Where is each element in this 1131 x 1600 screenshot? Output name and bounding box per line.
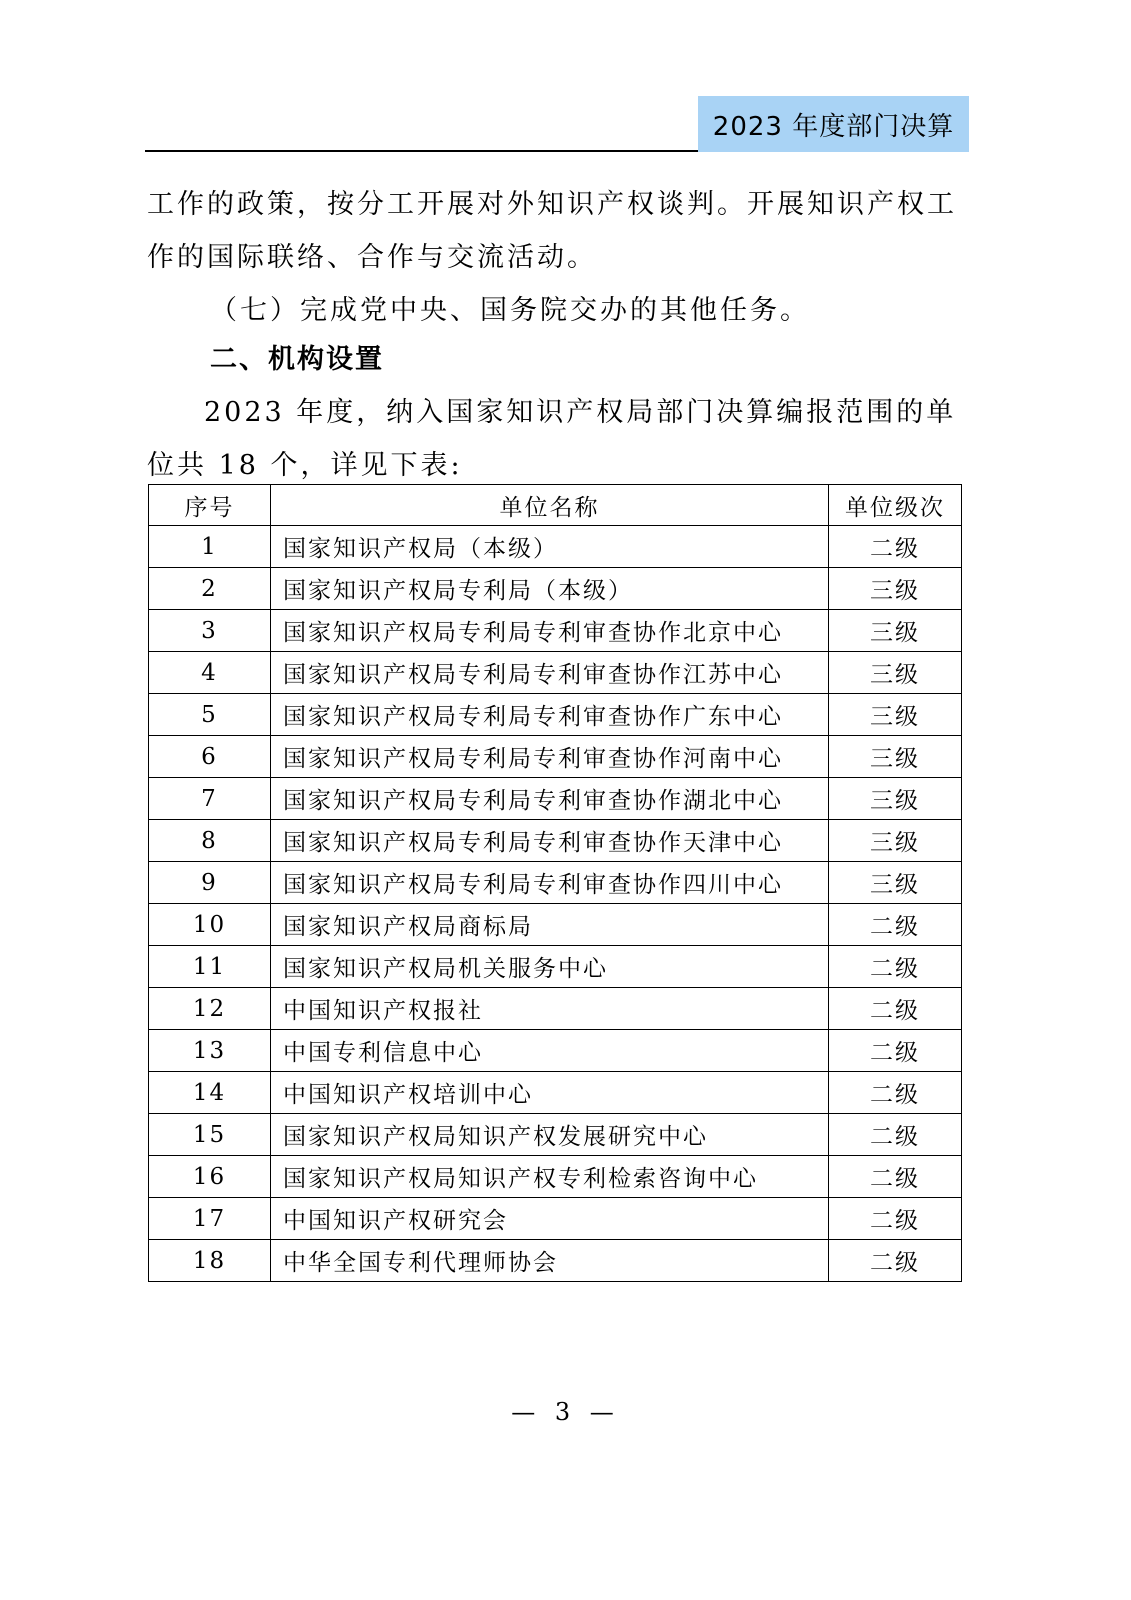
- table-row: [149, 652, 962, 694]
- table-row: [149, 1072, 962, 1114]
- table-row: [149, 820, 962, 862]
- cell-name: 国家知识产权局专利局专利审查协作天津中心: [271, 820, 829, 862]
- cell-no: 10: [149, 904, 271, 946]
- page-number: — 3 —: [511, 1398, 620, 1426]
- section-title: 二、机构设置: [210, 344, 384, 375]
- table-row: [149, 526, 962, 568]
- col-header-no: 序号: [149, 485, 271, 526]
- cell-level: 二级: [829, 1114, 962, 1156]
- cell-no: 8: [149, 820, 271, 862]
- cell-level: 二级: [829, 904, 962, 946]
- cell-name: 中国专利信息中心: [271, 1030, 829, 1072]
- body-paragraph-3: 2023 年度，纳入国家知识产权局部门决算编报范围的单位共 18 个，详见下表:: [147, 397, 957, 481]
- cell-level: 二级: [829, 1072, 962, 1114]
- cell-no: 6: [149, 736, 271, 778]
- table-row: [149, 862, 962, 904]
- cell-name: 中国知识产权培训中心: [271, 1072, 829, 1114]
- cell-no: 17: [149, 1198, 271, 1240]
- cell-no: 2: [149, 568, 271, 610]
- cell-level: 三级: [829, 736, 962, 778]
- cell-name: 国家知识产权局机关服务中心: [271, 946, 829, 988]
- cell-level: 二级: [829, 1198, 962, 1240]
- cell-name: 国家知识产权局（本级）: [271, 526, 829, 568]
- cell-no: 1: [149, 526, 271, 568]
- table-row: [149, 904, 962, 946]
- cell-no: 7: [149, 778, 271, 820]
- cell-no: 16: [149, 1156, 271, 1198]
- cell-name: 国家知识产权局专利局专利审查协作江苏中心: [271, 652, 829, 694]
- cell-name: 国家知识产权局专利局专利审查协作湖北中心: [271, 778, 829, 820]
- cell-name: 国家知识产权局专利局（本级）: [271, 568, 829, 610]
- cell-name: 国家知识产权局商标局: [271, 904, 829, 946]
- cell-no: 15: [149, 1114, 271, 1156]
- body-paragraph-1: 工作的政策，按分工开展对外知识产权谈判。开展知识产权工作的国际联络、合作与交流活动。: [147, 189, 957, 273]
- table-header-row: [149, 485, 962, 526]
- table-row: [149, 1030, 962, 1072]
- cell-level: 三级: [829, 820, 962, 862]
- cell-name: 国家知识产权局专利局专利审查协作四川中心: [271, 862, 829, 904]
- table-row: [149, 736, 962, 778]
- cell-no: 4: [149, 652, 271, 694]
- cell-level: 二级: [829, 1240, 962, 1282]
- cell-level: 二级: [829, 946, 962, 988]
- cell-level: 三级: [829, 610, 962, 652]
- body-paragraph-2: （七）完成党中央、国务院交办的其他任务。: [210, 295, 810, 326]
- cell-no: 12: [149, 988, 271, 1030]
- header-rule: [145, 150, 700, 152]
- cell-no: 11: [149, 946, 271, 988]
- cell-level: 三级: [829, 568, 962, 610]
- units-table: [148, 484, 962, 1282]
- cell-level: 三级: [829, 862, 962, 904]
- table-row: [149, 610, 962, 652]
- cell-no: 5: [149, 694, 271, 736]
- cell-name: 中国知识产权研究会: [271, 1198, 829, 1240]
- cell-level: 二级: [829, 526, 962, 568]
- cell-level: 二级: [829, 988, 962, 1030]
- header-tag: 2023 年度部门决算: [698, 96, 969, 152]
- table-row: [149, 1156, 962, 1198]
- col-header-level: 单位级次: [829, 485, 962, 526]
- cell-name: 国家知识产权局知识产权发展研究中心: [271, 1114, 829, 1156]
- table-body: [149, 526, 962, 1282]
- cell-no: 3: [149, 610, 271, 652]
- cell-no: 13: [149, 1030, 271, 1072]
- cell-level: 三级: [829, 778, 962, 820]
- table-row: [149, 1114, 962, 1156]
- cell-level: 二级: [829, 1030, 962, 1072]
- cell-level: 三级: [829, 652, 962, 694]
- cell-no: 9: [149, 862, 271, 904]
- col-header-name: 单位名称: [271, 485, 829, 526]
- cell-name: 国家知识产权局知识产权专利检索咨询中心: [271, 1156, 829, 1198]
- cell-level: 二级: [829, 1156, 962, 1198]
- cell-name: 中华全国专利代理师协会: [271, 1240, 829, 1282]
- table-row: [149, 1198, 962, 1240]
- cell-name: 中国知识产权报社: [271, 988, 829, 1030]
- cell-name: 国家知识产权局专利局专利审查协作北京中心: [271, 610, 829, 652]
- cell-name: 国家知识产权局专利局专利审查协作广东中心: [271, 694, 829, 736]
- table-row: [149, 946, 962, 988]
- cell-no: 18: [149, 1240, 271, 1282]
- table-row: [149, 694, 962, 736]
- table-row: [149, 778, 962, 820]
- table-row: [149, 988, 962, 1030]
- table-row: [149, 568, 962, 610]
- cell-level: 三级: [829, 694, 962, 736]
- cell-name: 国家知识产权局专利局专利审查协作河南中心: [271, 736, 829, 778]
- table-row: [149, 1240, 962, 1282]
- cell-no: 14: [149, 1072, 271, 1114]
